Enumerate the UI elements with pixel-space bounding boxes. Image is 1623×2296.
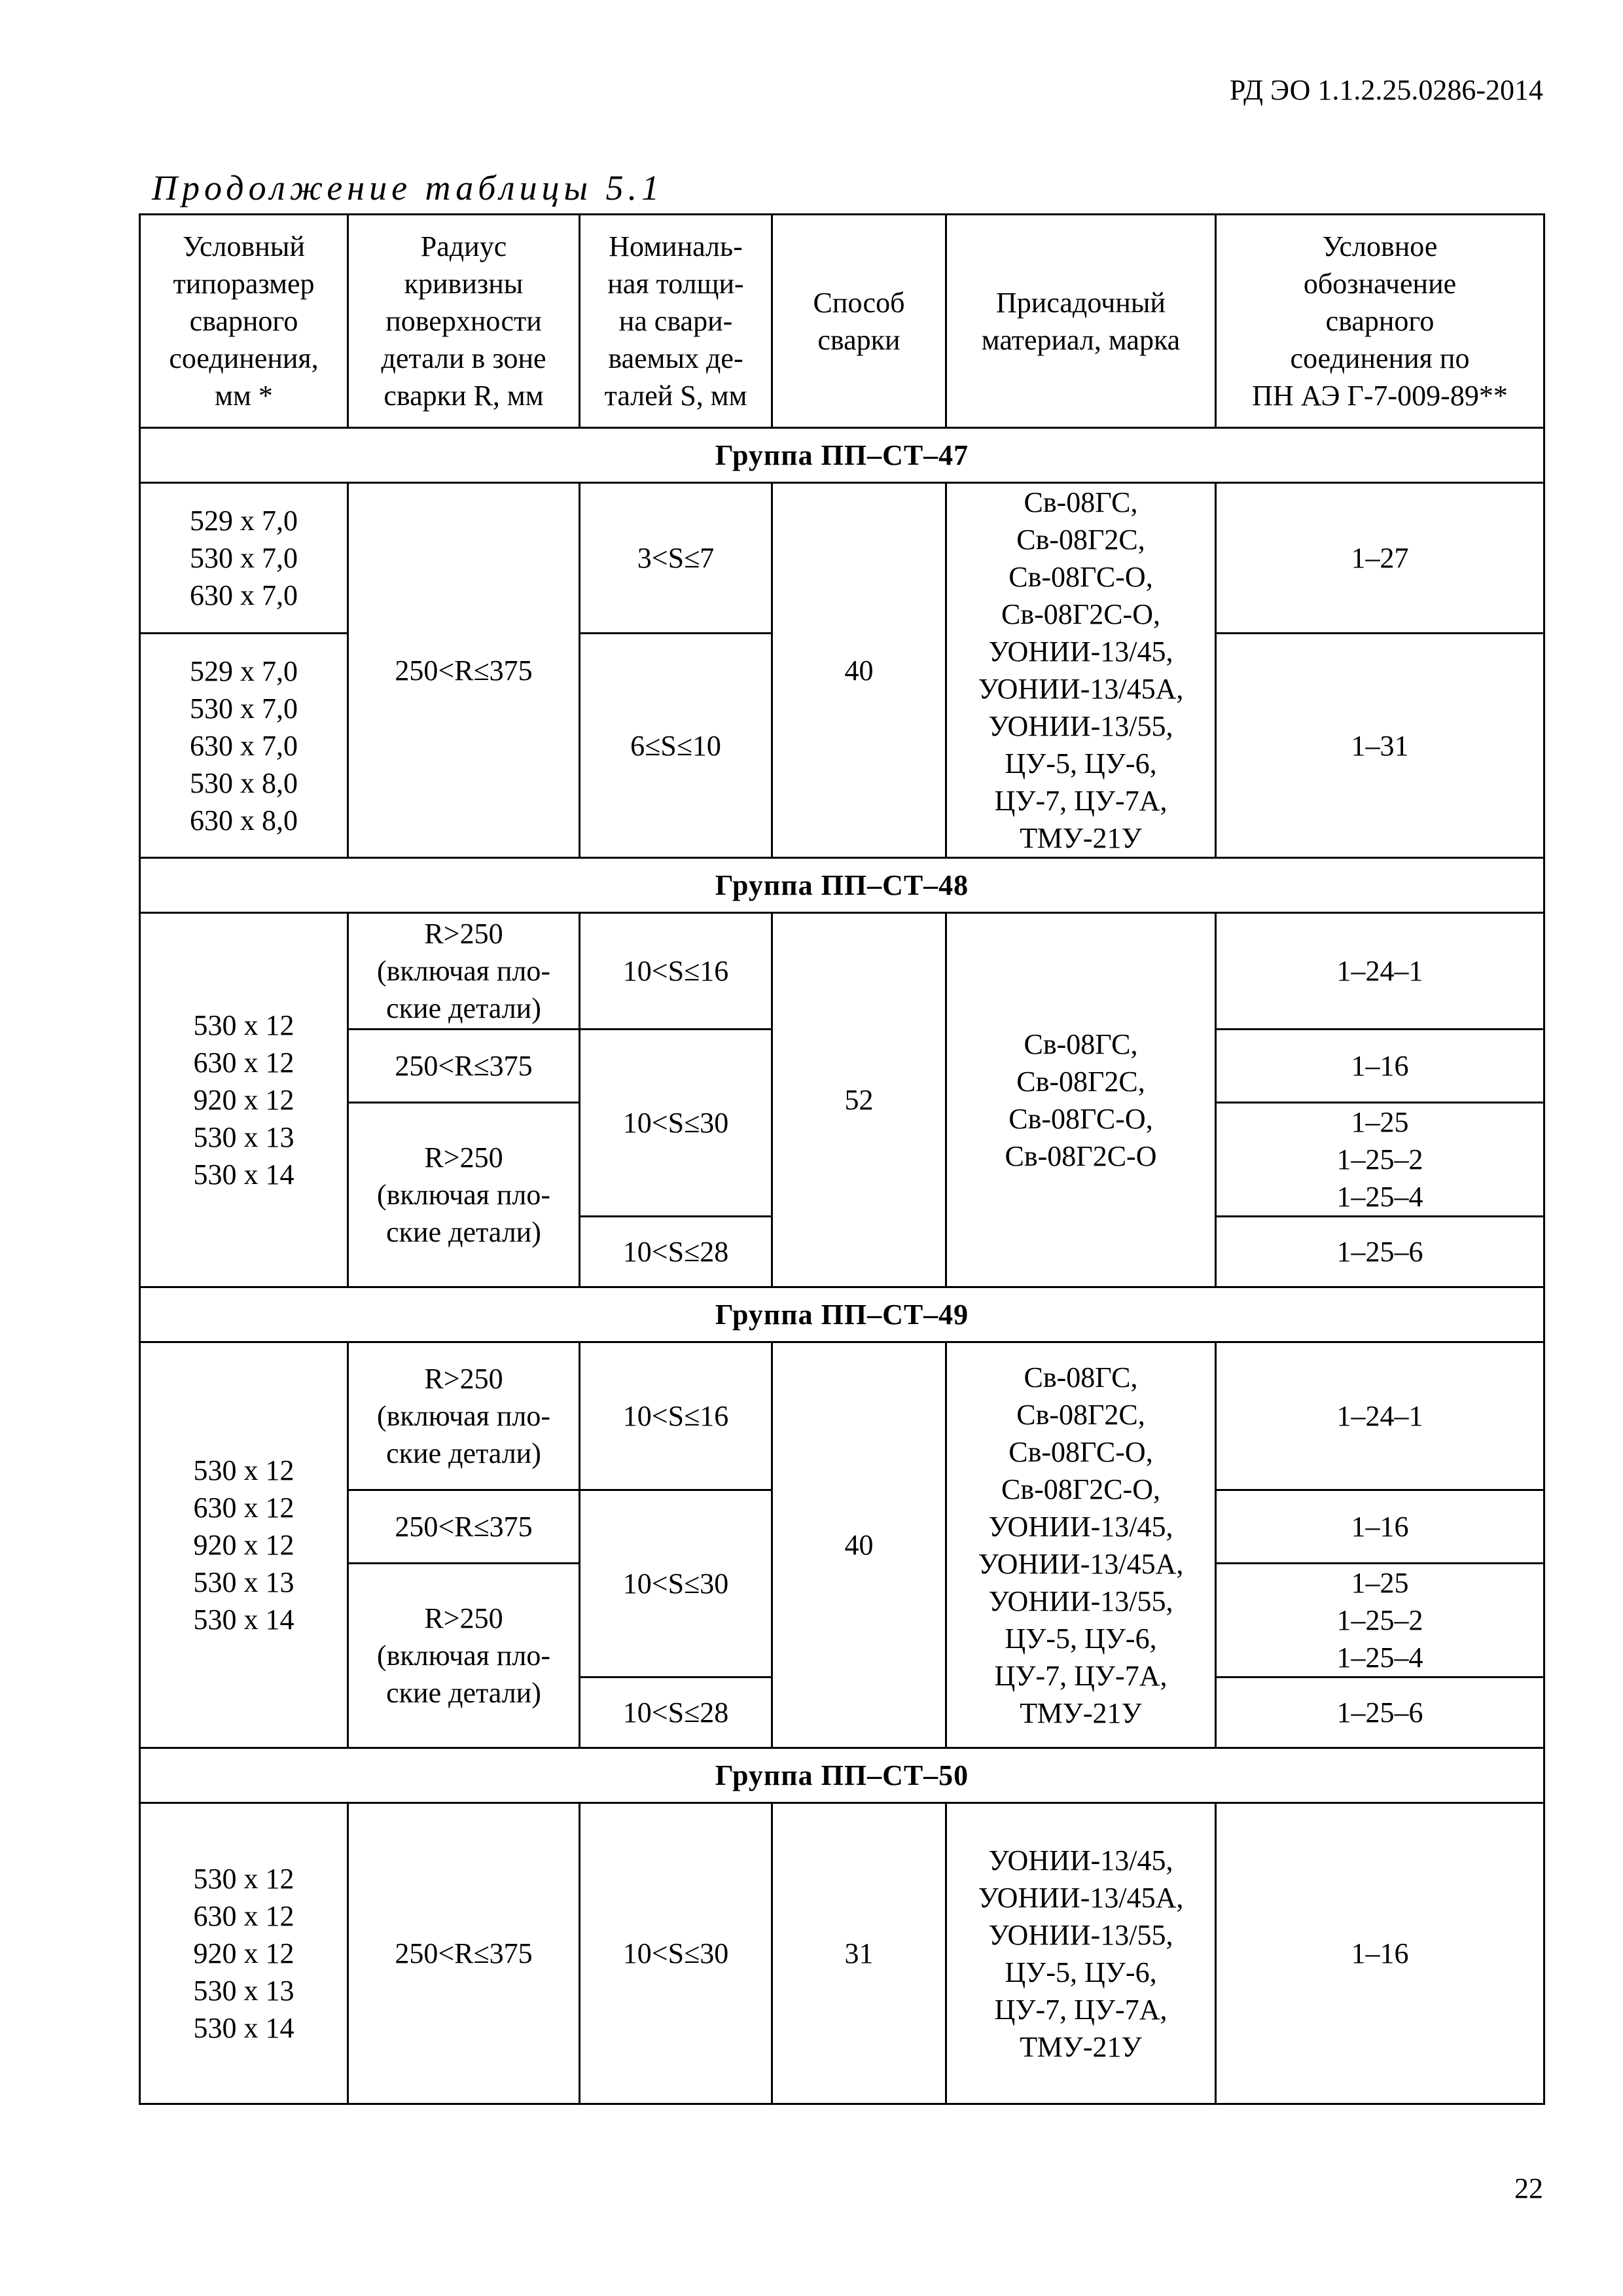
radius-cell: 250<R≤375 (348, 1803, 580, 2104)
table-row (140, 913, 1544, 1030)
group-title: Группа ПП–СТ–48 (140, 858, 1544, 913)
thickness-cell: 10<S≤16 (580, 1342, 772, 1490)
designation-cell: 1–25–6 (1216, 1677, 1544, 1748)
header-radius: Радиус кривизны поверхности детали в зоне сварки R, мм (348, 215, 580, 428)
group-title: Группа ПП–СТ–50 (140, 1748, 1544, 1803)
header-size: Условный типоразмер сварного соединения, мм * (140, 215, 348, 428)
group-title: Группа ПП–СТ–47 (140, 428, 1544, 483)
radius-cell: R>250 (включая пло- ские детали) (348, 1342, 580, 1490)
radius-cell: 250<R≤375 (348, 1490, 580, 1564)
designation-cell: 1–24–1 (1216, 913, 1544, 1030)
size-cell: 530 х 12 630 х 12 920 х 12 530 х 13 530 х 14 (140, 1803, 348, 2104)
radius-cell: 250<R≤375 (348, 1030, 580, 1103)
header-thickness: Номиналь- ная толщи- на свари- ваемых де- талей S, мм (580, 215, 772, 428)
document-code: РД ЭО 1.1.2.25.0286-2014 (1229, 74, 1543, 106)
header-material: Присадочный материал, марка (946, 215, 1216, 428)
size-cell: 530 х 12 630 х 12 920 х 12 530 х 13 530 х 14 (140, 913, 348, 1287)
welding-table (139, 213, 1545, 2105)
radius-cell: R>250 (включая пло- ские детали) (348, 913, 580, 1030)
designation-cell: 1–24–1 (1216, 1342, 1544, 1490)
material-cell: Св-08ГС, Св-08Г2С, Св-08ГС-О, Св-08Г2С-О (946, 913, 1216, 1287)
method-cell: 31 (772, 1803, 946, 2104)
radius-cell: R>250 (включая пло- ские детали) (348, 1103, 580, 1287)
designation-cell: 1–27 (1216, 483, 1544, 634)
material-cell: Св-08ГС, Св-08Г2С, Св-08ГС-О, Св-08Г2С-О, УОНИИ-13/45, УОНИИ-13/45А, УОНИИ-13/55, ЦУ-5, ЦУ-6, ЦУ-7, ЦУ-7А, ТМУ-21У (946, 483, 1216, 858)
radius-cell: 250<R≤375 (348, 483, 580, 858)
thickness-cell: 10<S≤30 (580, 1803, 772, 2104)
designation-cell: 1–16 (1216, 1030, 1544, 1103)
table-row (140, 483, 1544, 634)
thickness-cell: 3<S≤7 (580, 483, 772, 634)
designation-cell: 1–25 1–25–2 1–25–4 (1216, 1564, 1544, 1677)
designation-cell: 1–25–6 (1216, 1217, 1544, 1287)
radius-cell: R>250 (включая пло- ские детали) (348, 1564, 580, 1748)
designation-cell: 1–31 (1216, 634, 1544, 858)
designation-cell: 1–16 (1216, 1490, 1544, 1564)
method-cell: 40 (772, 1342, 946, 1748)
group-title: Группа ПП–СТ–49 (140, 1287, 1544, 1342)
table-header-row (140, 215, 1544, 428)
size-cell: 530 х 12 630 х 12 920 х 12 530 х 13 530 х 14 (140, 1342, 348, 1748)
thickness-cell: 6≤S≤10 (580, 634, 772, 858)
material-cell: Св-08ГС, Св-08Г2С, Св-08ГС-О, Св-08Г2С-О, УОНИИ-13/45, УОНИИ-13/45А, УОНИИ-13/55, ЦУ-5, ЦУ-6, ЦУ-7, ЦУ-7А, ТМУ-21У (946, 1342, 1216, 1748)
page-number: 22 (1514, 2172, 1543, 2204)
table-row (140, 1342, 1544, 1490)
designation-cell: 1–25 1–25–2 1–25–4 (1216, 1103, 1544, 1217)
thickness-cell: 10<S≤30 (580, 1490, 772, 1677)
table-caption: Продолжение таблицы 5.1 (152, 168, 664, 207)
table-row (140, 1803, 1544, 2104)
thickness-cell: 10<S≤28 (580, 1677, 772, 1748)
method-cell: 40 (772, 483, 946, 858)
thickness-cell: 10<S≤28 (580, 1217, 772, 1287)
size-cell: 529 х 7,0 530 х 7,0 630 х 7,0 530 х 8,0 630 х 8,0 (140, 634, 348, 858)
method-cell: 52 (772, 913, 946, 1287)
header-method: Способ сварки (772, 215, 946, 428)
header-designation: Условное обозначение сварного соединения по ПН АЭ Г-7-009-89** (1216, 215, 1544, 428)
size-cell: 529 х 7,0 530 х 7,0 630 х 7,0 (140, 483, 348, 634)
material-cell: УОНИИ-13/45, УОНИИ-13/45А, УОНИИ-13/55, ЦУ-5, ЦУ-6, ЦУ-7, ЦУ-7А, ТМУ-21У (946, 1803, 1216, 2104)
thickness-cell: 10<S≤16 (580, 913, 772, 1030)
thickness-cell: 10<S≤30 (580, 1030, 772, 1217)
designation-cell: 1–16 (1216, 1803, 1544, 2104)
